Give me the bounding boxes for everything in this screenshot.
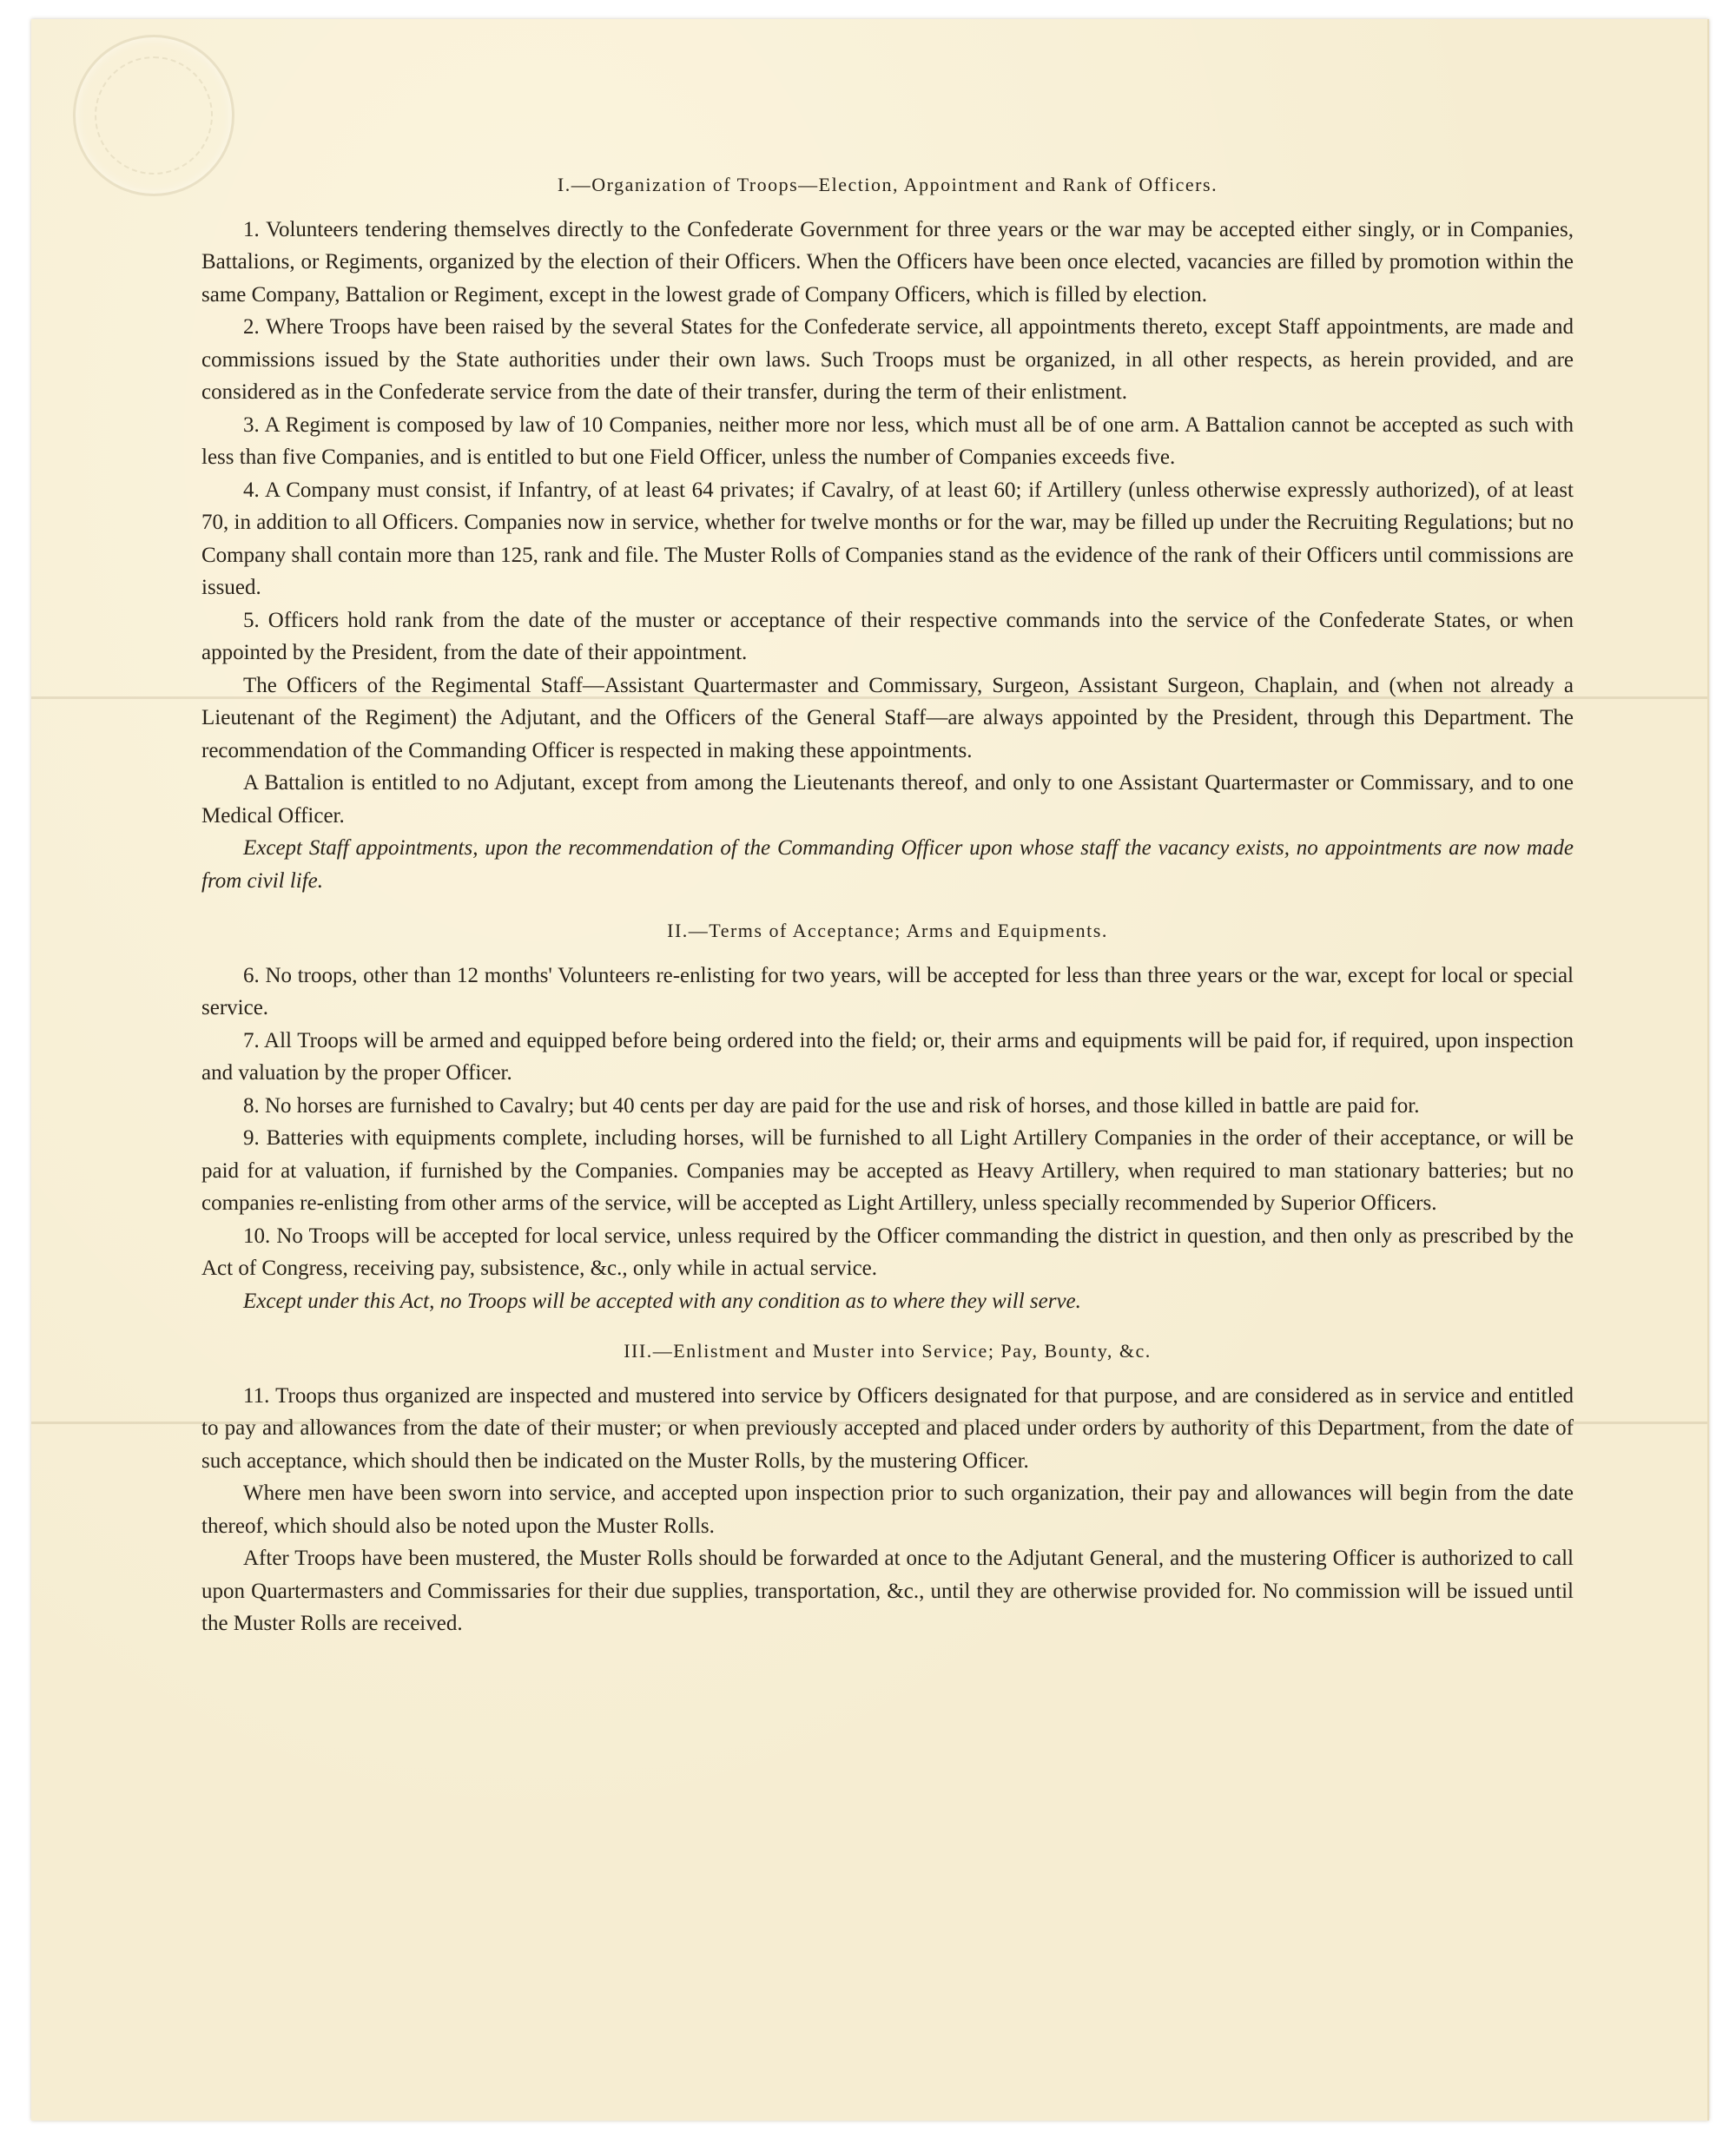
paragraph-2: 2. Where Troops have been raised by the several States for the Confederate service, all appointments thereto, except Staff appointments, are made and commissions issued by the State authorities under their own laws. Such Troops must be organized, in all other respects, as herein provided, and are considered as in the Confederate service from the date of their transfer, during the term of their enlistment. [201,315,1574,404]
paragraph-8: 8. No horses are furnished to Cavalry; but 40 cents per day are paid for the use and risk of horses, and those killed in battle are paid for. [243,1093,1420,1118]
document-sheet [31,19,1709,2121]
document-body [201,168,1574,1640]
paragraph-5: 5. Officers hold rank from the date of the muster or acceptance of their respective commands into the service of the Confederate States, or when appointed by the President, from the date of their appointment. [201,608,1574,664]
paragraph-10: 10. No Troops will be accepted for local service, unless required by the Officer commanding the district in question, and then only as prescribed by the Act of Congress, receiving pay, subsistence, &c., only while in actual service. [201,1224,1574,1280]
paragraph-battalion: A Battalion is entitled to no Adjutant, except from among the Lieutenants thereof, and only to one Assistant Quartermaster or Commissary, and to one Medical Officer. [201,771,1574,828]
paragraph-3: 3. A Regiment is composed by law of 10 Companies, neither more nor less, which must all be of one arm. A Battalion cannot be accepted as such with less than five Companies, and is entitled to but one Field Officer, unless the number of Companies exceeds five. [201,412,1574,469]
paragraph-6: 6. No troops, other than 12 months' Volunteers re-enlisting for two years, will be accepted for less than three years or the war, except for local or special service. [201,963,1574,1019]
paragraph-1: 1. Volunteers tendering themselves directly to the Confederate Government for three years or the war may be accepted either singly, or in Companies, Battalions, or Regiments, organized by the election of their Officers. When the Officers have been once elected, vacancies are filled by promotion within the same Company, Battalion or Regiment, except in the lowest grade of Company Officers, which is filled by election. [201,217,1574,307]
paragraph-staff: The Officers of the Regimental Staff—Assistant Quartermaster and Commissary, Surgeon, Assistant Surgeon, Chaplain, and (when not already a Lieutenant of the Regiment) the Adjutant, and the Officers of the General Staff—are always appointed by the President, through this Department. The recommendation of the Commanding Officer is respected in making these appointments. [201,673,1574,762]
paragraph-11: 11. Troops thus organized are inspected and mustered into service by Officers designated for that purpose, and are considered as in service and entitled to pay and allowances from the date of their muster; or when previously accepted and placed under orders by authority of this Department, from the date of such acceptance, which should then be indicated on the Muster Rolls, by the mustering Officer. [201,1383,1574,1473]
paragraph-4: 4. A Company must consist, if Infantry, of at least 64 privates; if Cavalry, of at least 60; if Artillery (unless otherwise expressly authorized), of at least 70, in addition to all Officers. Companies now in service, whether for twelve months or for the war, may be filled up under the Recruiting Regulations; but no Company shall contain more than 125, rank and file. The Muster Rolls of Companies stand as the evidence of the rank of their Officers until commissions are issued. [201,478,1574,599]
paragraph-sworn: Where men have been sworn into service, and accepted upon inspection prior to such organization, their pay and allowances will begin from the date thereof, which should also be noted upon the Muster Rolls. [201,1481,1574,1538]
section-heading-3: III.—Enlistment and Muster into Service; Pay, Bounty, &c. [624,1340,1152,1362]
section-heading-1: I.—Organization of Troops—Election, Appointment and Rank of Officers. [557,174,1218,195]
paragraph-muster-rolls: After Troops have been mustered, the Muster Rolls should be forwarded at once to the Adjutant General, and the mustering Officer is authorized to call upon Quartermasters and Commissaries for their due supplies, transportation, &c., until they are otherwise provided for. No commission will be issued until the Muster Rolls are received. [201,1547,1574,1635]
paragraph-7: 7. All Troops will be armed and equipped before being ordered into the field; or, their arms and equipments will be paid for, if required, upon inspection and valuation by the proper Officer. [201,1028,1574,1085]
italic-note-2: Except under this Act, no Troops will be accepted with any condition as to where they will serve. [243,1289,1081,1313]
section-heading-2: II.—Terms of Acceptance; Arms and Equipments. [667,920,1108,941]
paragraph-9: 9. Batteries with equipments complete, including horses, will be furnished to all Light Artillery Companies in the order of their acceptance, or will be paid for at valuation, if furnished by the Companies. Companies may be accepted as Heavy Artillery, when required to man stationary batteries; but no companies re-enlisting from other arms of the service, will be accepted as Light Artillery, unless specially recommended by Superior Officers. [201,1126,1574,1215]
italic-note-1: Except Staff appointments, upon the recommendation of the Commanding Officer upon whose staff the vacancy exists, no appointments are now made from civil life. [201,836,1574,893]
